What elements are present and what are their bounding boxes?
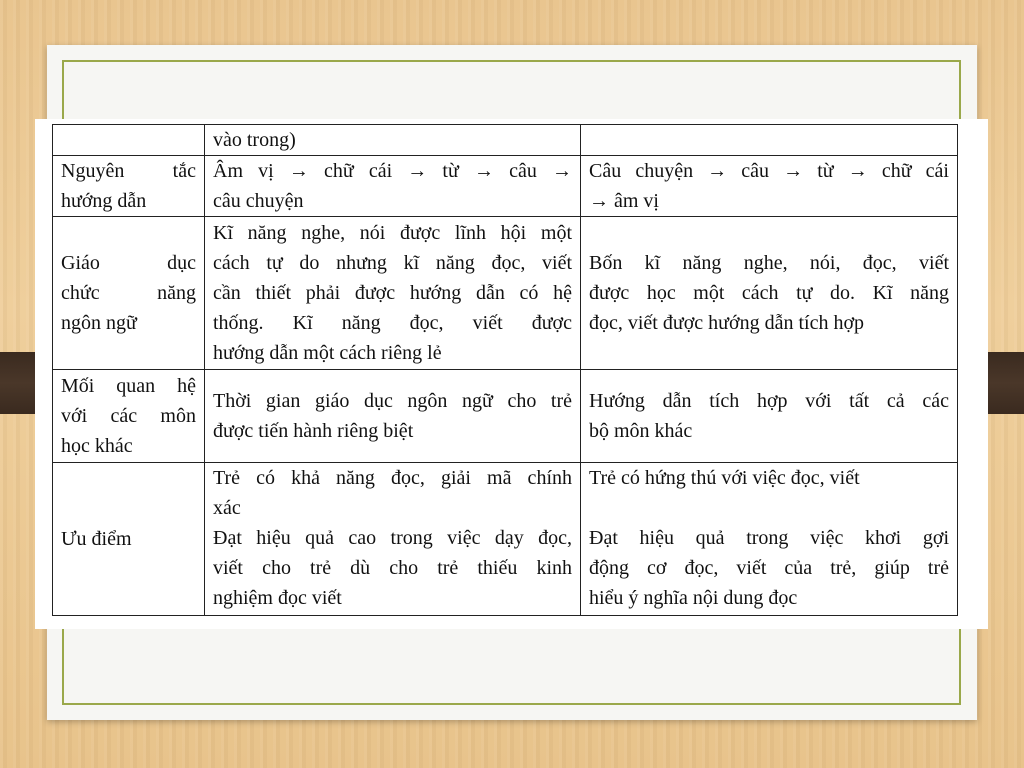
cell-text: Kĩ năng nghe, nói được lĩnh hội một	[213, 222, 572, 244]
traditional-cell	[205, 463, 581, 616]
traditional-cell	[205, 156, 581, 217]
blank-line	[589, 493, 949, 523]
cell-text: hướng dẫn một cách riêng lẻ	[213, 342, 442, 364]
table-image-card	[35, 119, 988, 629]
criterion-text: học khác	[61, 435, 133, 457]
cell-text: được học một cách tự do. Kĩ năng	[589, 282, 949, 304]
cell-text: cách tự do nhưng kĩ năng đọc, viết	[213, 252, 572, 274]
cell-text: bộ môn khác	[589, 420, 693, 442]
cell-text: Âm vị → chữ cái → từ → câu →	[213, 160, 572, 182]
cell-text: Trẻ có hứng thú với việc đọc, viết	[589, 467, 860, 489]
cell-text: đọc, viết được hướng dẫn tích hợp	[589, 312, 865, 334]
whole-language-cell	[581, 217, 958, 370]
cell-text: Câu chuyện → câu → từ → chữ cái	[589, 160, 949, 182]
criterion-cell	[53, 217, 205, 370]
cell-text: thống. Kĩ năng đọc, viết được	[213, 312, 572, 334]
criterion-text: ngôn ngữ	[61, 312, 137, 334]
cell-text: cần thiết phải được hướng dẫn có hệ	[213, 282, 572, 304]
cell-text: Hướng dẫn tích hợp với tất cả các	[589, 390, 949, 412]
cell-text: nghiệm đọc viết	[213, 587, 342, 609]
criterion-text: Nguyên tắc	[61, 160, 196, 182]
criterion-text: Mối quan hệ	[61, 375, 196, 397]
table-row	[53, 370, 958, 463]
traditional-cell	[205, 125, 581, 156]
criterion-text: Ưu điểm	[61, 528, 132, 550]
criterion-text: với các môn	[61, 405, 196, 427]
table-row	[53, 125, 958, 156]
whole-language-cell	[581, 370, 958, 463]
cell-text: xác	[213, 497, 241, 519]
cell-text: hiểu ý nghĩa nội dung đọc	[589, 587, 798, 609]
comparison-table	[52, 124, 958, 616]
cell-text: Đạt hiệu quả trong việc khơi gợi	[589, 527, 949, 549]
criterion-text: Giáo dục	[61, 252, 196, 274]
cell-text: Bốn kĩ năng nghe, nói, đọc, viết	[589, 252, 949, 274]
whole-language-cell	[581, 156, 958, 217]
criterion-cell	[53, 370, 205, 463]
table-row	[53, 463, 958, 616]
criterion-cell	[53, 125, 205, 156]
criterion-cell	[53, 156, 205, 217]
whole-language-cell	[581, 463, 958, 616]
cell-text: động cơ đọc, viết của trẻ, giúp trẻ	[589, 557, 949, 579]
cell-text: vào trong)	[213, 129, 296, 151]
traditional-cell	[205, 370, 581, 463]
table-row	[53, 156, 958, 217]
whole-language-cell	[581, 125, 958, 156]
cell-text: Trẻ có khả năng đọc, giải mã chính	[213, 467, 572, 489]
cell-text: viết cho trẻ dù cho trẻ thiếu kinh	[213, 557, 572, 579]
traditional-cell	[205, 217, 581, 370]
table-row	[53, 217, 958, 370]
criterion-cell	[53, 463, 205, 616]
cell-text: câu chuyện	[213, 190, 304, 212]
criterion-text: chức năng	[61, 282, 196, 304]
cell-text: → âm vị	[589, 190, 659, 212]
criterion-text: hướng dẫn	[61, 190, 147, 212]
cell-text: Thời gian giáo dục ngôn ngữ cho trẻ	[213, 390, 572, 412]
cell-text: Đạt hiệu quả cao trong việc dạy đọc,	[213, 527, 572, 549]
cell-text: được tiến hành riêng biệt	[213, 420, 414, 442]
